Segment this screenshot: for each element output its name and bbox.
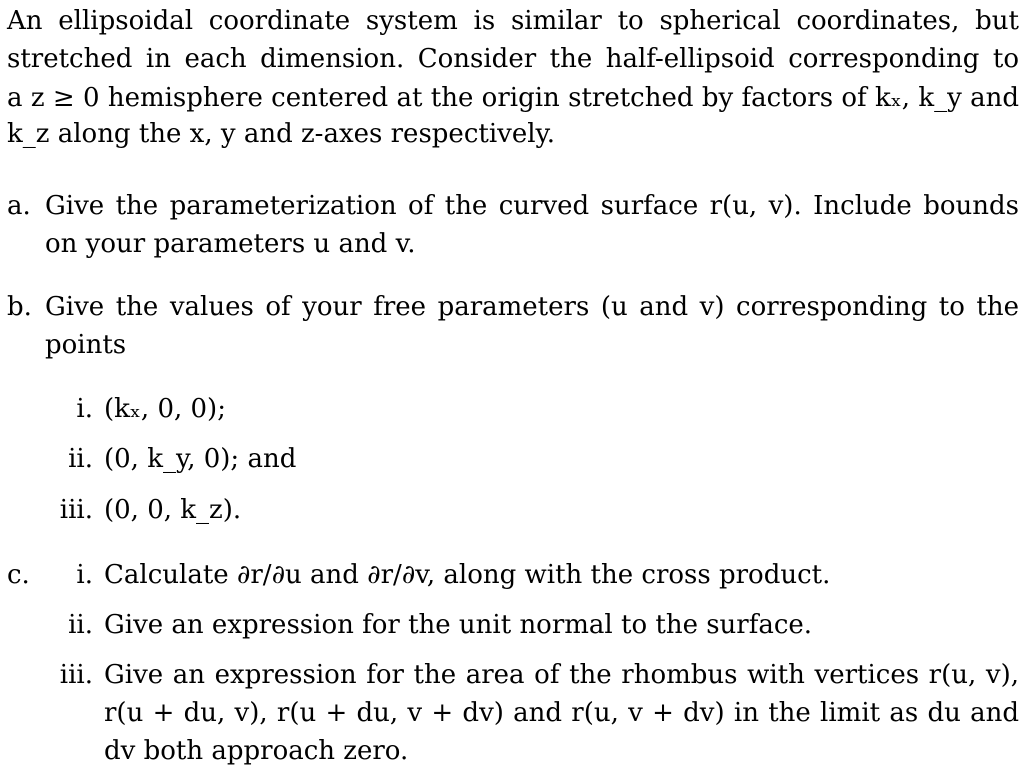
intro-line-2: stretched in each dimension. Consider the half-ellipsoid corresponding to bbox=[7, 44, 1019, 74]
part-c-item-text: Give an expression for the unit normal to the surface. bbox=[104, 610, 813, 640]
intro-line-3: a z ≥ 0 hemisphere centered at the origin stretched by factors of kₓ, k_y and bbox=[7, 83, 1019, 113]
part-c-item-label: ii. bbox=[68, 610, 93, 640]
part-b-line-2: points bbox=[45, 330, 127, 360]
part-c-item-text: dv both approach zero. bbox=[104, 736, 409, 766]
part-a-line-2: on your parameters u and v. bbox=[45, 229, 416, 259]
part-c-item-text: Give an expression for the area of the rhombus with vertices r(u, v), bbox=[104, 660, 1019, 690]
part-b-item-label: i. bbox=[76, 394, 93, 424]
part-b-item-label: iii. bbox=[59, 495, 93, 525]
part-b-label: b. bbox=[7, 292, 32, 322]
part-c-item-label: iii. bbox=[59, 660, 93, 690]
intro-line-4: k_z along the x, y and z-axes respectively. bbox=[7, 119, 556, 149]
part-b-item-text: (kₓ, 0, 0); bbox=[104, 394, 226, 424]
part-c-item-label: i. bbox=[76, 560, 93, 590]
part-a-line-1: Give the parameterization of the curved surface r(u, v). Include bounds bbox=[45, 191, 1019, 221]
part-c-item-text: Calculate ∂r/∂u and ∂r/∂v, along with the cross product. bbox=[104, 560, 831, 590]
part-a-label: a. bbox=[7, 191, 31, 221]
part-b-line-1: Give the values of your free parameters (u and v) corresponding to the bbox=[45, 292, 1019, 322]
part-b-item-text: (0, 0, k_z). bbox=[104, 495, 242, 525]
part-c-label: c. bbox=[7, 560, 30, 590]
intro-line-1: An ellipsoidal coordinate system is similar to spherical coordinates, but bbox=[7, 6, 1019, 36]
part-b-item-label: ii. bbox=[68, 444, 93, 474]
part-c-item-text: r(u + du, v), r(u + du, v + dv) and r(u, v + dv) in the limit as du and bbox=[104, 698, 1019, 728]
part-b-item-text: (0, k_y, 0); and bbox=[104, 444, 297, 474]
